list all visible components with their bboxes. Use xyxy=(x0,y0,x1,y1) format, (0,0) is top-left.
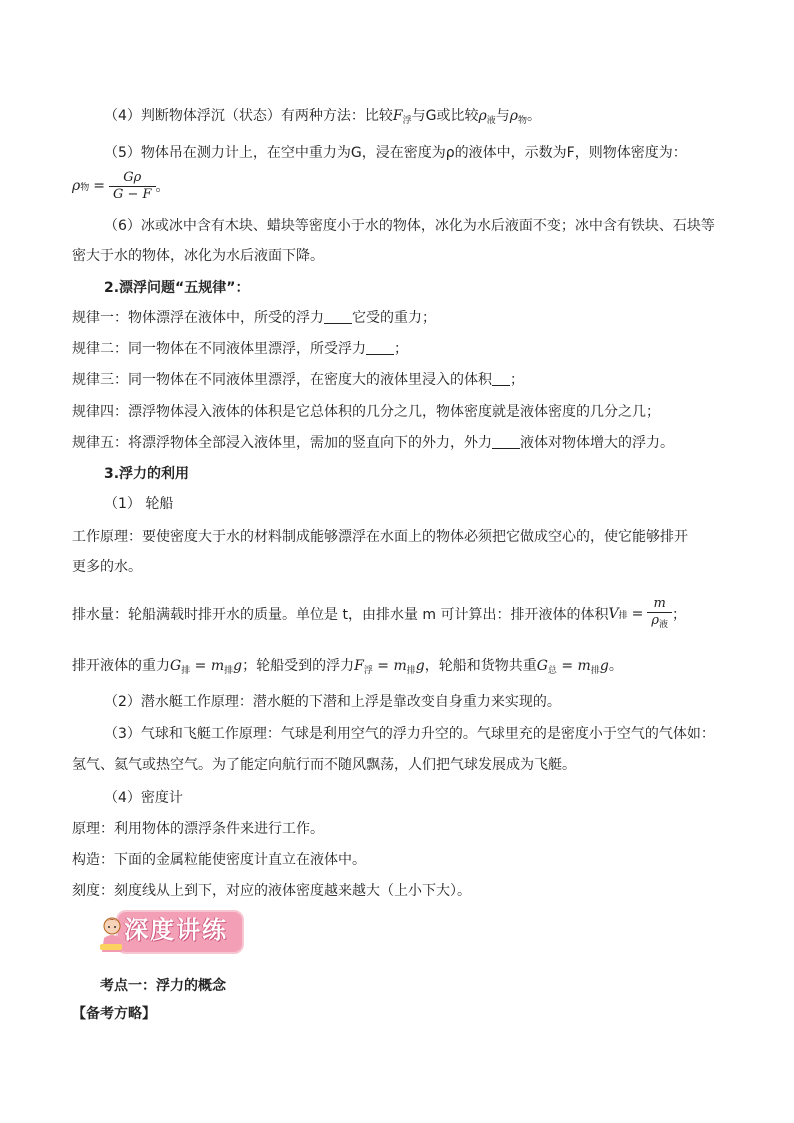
rule-4: 规律四：漂浮物体浸入液体的体积是它总体积的几分之几，物体密度就是液体密度的几分之几； xyxy=(72,404,660,420)
end-mark: 。 xyxy=(608,658,623,674)
symbol-rho: ρ xyxy=(651,612,660,628)
symbol-rho: ρ xyxy=(509,108,518,124)
blank xyxy=(492,371,510,386)
text: ，轮船和货物共重 xyxy=(424,658,537,674)
p4-mid2: 与 xyxy=(495,108,510,124)
rule-3-end: ； xyxy=(510,372,524,388)
equation: = m xyxy=(190,658,225,674)
rule-2-end: ； xyxy=(394,341,408,357)
balloon-line1: （3）气球和飞艇工作原理：气球是利用空气的浮力升空的。气球里充的是密度小于空气的气体如： xyxy=(104,726,715,742)
subscript: 液 xyxy=(486,116,496,126)
symbol-rho: ρ xyxy=(478,108,487,124)
paragraph-6-line2: 密大于水的物体，冰化为水后液面下降。 xyxy=(72,248,324,264)
numerator: m xyxy=(647,596,672,613)
symbol-G: G xyxy=(536,658,548,674)
rule-1-end: 它受的重力； xyxy=(352,310,436,326)
rule-5-end: 液体对物体增大的浮力。 xyxy=(520,435,674,451)
hydrometer-title: （4）密度计 xyxy=(104,790,183,806)
rule-1 xyxy=(72,308,722,328)
subscript: 浮 xyxy=(402,116,412,126)
hydrometer-principle: 原理：利用物体的漂浮条件来进行工作。 xyxy=(72,821,324,837)
text: 排开液体的重力 xyxy=(72,658,170,674)
section-heading-3: 3.浮力的利用 xyxy=(104,466,190,482)
denominator xyxy=(647,613,672,633)
symbol-g: g xyxy=(233,658,243,674)
equation: = m xyxy=(556,658,591,674)
balloon-line2: 氢气、氦气或热空气。为了能定向航行而不随风飘荡，人们把气球发展成为飞艇。 xyxy=(72,757,576,773)
ship-work-line1: 工作原理：要使密度大于水的材料制成能够漂浮在水面上的物体必须把它做成空心的，使它能够排开 xyxy=(72,529,688,545)
submarine-line: （2）潜水艇工作原理：潜水艇的下潜和上浮是靠改变自身重力来实现的。 xyxy=(104,694,561,710)
symbol-V: V xyxy=(608,606,619,622)
subscript: 排 xyxy=(406,666,416,676)
subscript: 排 xyxy=(224,666,234,676)
fraction xyxy=(109,170,156,203)
rule-1-text: 规律一：物体漂浮在液体中，所受的浮力 xyxy=(72,310,324,326)
displacement-text: 排水量：轮船满载时排开水的质量。单位是 t，由排水量 m 可计算出：排开液体的体积 xyxy=(72,607,609,623)
symbol-g: g xyxy=(415,658,425,674)
rule-3-text: 规律三：同一物体在不同液体里漂浮，在密度大的液体里浸入的体积 xyxy=(72,372,492,388)
rule-2-text: 规律二：同一物体在不同液体里漂浮，所受浮力 xyxy=(72,341,366,357)
displacement-line xyxy=(72,592,686,636)
denominator: G − F xyxy=(112,186,152,202)
density-formula xyxy=(72,166,170,206)
symbol-F: F xyxy=(392,108,403,124)
hydrometer-structure: 构造：下面的金属粒能使密度计直立在液体中。 xyxy=(72,852,366,868)
paragraph-6-line1: （6）冰或冰中含有木块、蜡块等密度小于水的物体，冰化为水后液面不变；冰中含有铁块、石块等 xyxy=(104,218,715,234)
equals: = xyxy=(93,178,105,194)
prep-heading: 【备考方略】 xyxy=(72,1006,156,1022)
text: ；轮船受到的浮力 xyxy=(242,658,355,674)
paragraph-5: （5）物体吊在测力计上，在空中重力为G，浸在密度为ρ的液体中，示数为F，则物体密度为： xyxy=(104,145,687,161)
section-heading-2: 2.漂浮问题“五规律”： xyxy=(104,280,250,296)
subscript: 液 xyxy=(659,619,669,630)
rule-3 xyxy=(72,370,722,390)
subscript: 物 xyxy=(517,116,527,126)
subscript: 排 xyxy=(181,666,191,676)
p4-end: 。 xyxy=(527,108,541,124)
symbol-F: F xyxy=(354,658,364,674)
subscript: 物 xyxy=(80,182,90,193)
key-point-heading: 考点一：浮力的概念 xyxy=(100,978,226,994)
symbol-rho: ρ xyxy=(72,178,81,194)
banner-title: 深度讲练 xyxy=(124,916,228,944)
fraction xyxy=(647,596,672,633)
symbol-G: G xyxy=(170,658,182,674)
rule-2 xyxy=(72,339,722,359)
equation: = m xyxy=(372,658,407,674)
hydrometer-scale: 刻度：刻度线从上到下，对应的液体密度越来越大（上小下大）。 xyxy=(72,883,471,899)
blank xyxy=(324,309,352,324)
subscript: 总 xyxy=(547,666,557,676)
ship-work-line2: 更多的水。 xyxy=(72,559,142,575)
subscript: 浮 xyxy=(363,666,373,676)
ship-title: （1） 轮船 xyxy=(104,496,174,512)
subscript: 排 xyxy=(590,666,600,676)
p4-text: （4）判断物体浮沉（状态）有两种方法：比较 xyxy=(104,108,393,124)
blank xyxy=(366,340,394,355)
end-mark: 。 xyxy=(155,179,170,195)
paragraph-4 xyxy=(104,106,722,131)
numerator: Gρ xyxy=(109,170,156,187)
section-banner xyxy=(98,908,242,954)
semicolon: ； xyxy=(672,607,687,623)
rule-5 xyxy=(72,433,722,453)
symbol-g: g xyxy=(599,658,609,674)
subscript: 排 xyxy=(618,610,628,621)
equals: = xyxy=(631,606,644,622)
weight-line xyxy=(72,656,722,681)
rule-5-text: 规律五：将漂浮物体全部浸入液体里，需加的竖直向下的外力，外力 xyxy=(72,435,492,451)
p4-mid: 与G或比较 xyxy=(411,108,479,124)
blank xyxy=(492,434,520,449)
